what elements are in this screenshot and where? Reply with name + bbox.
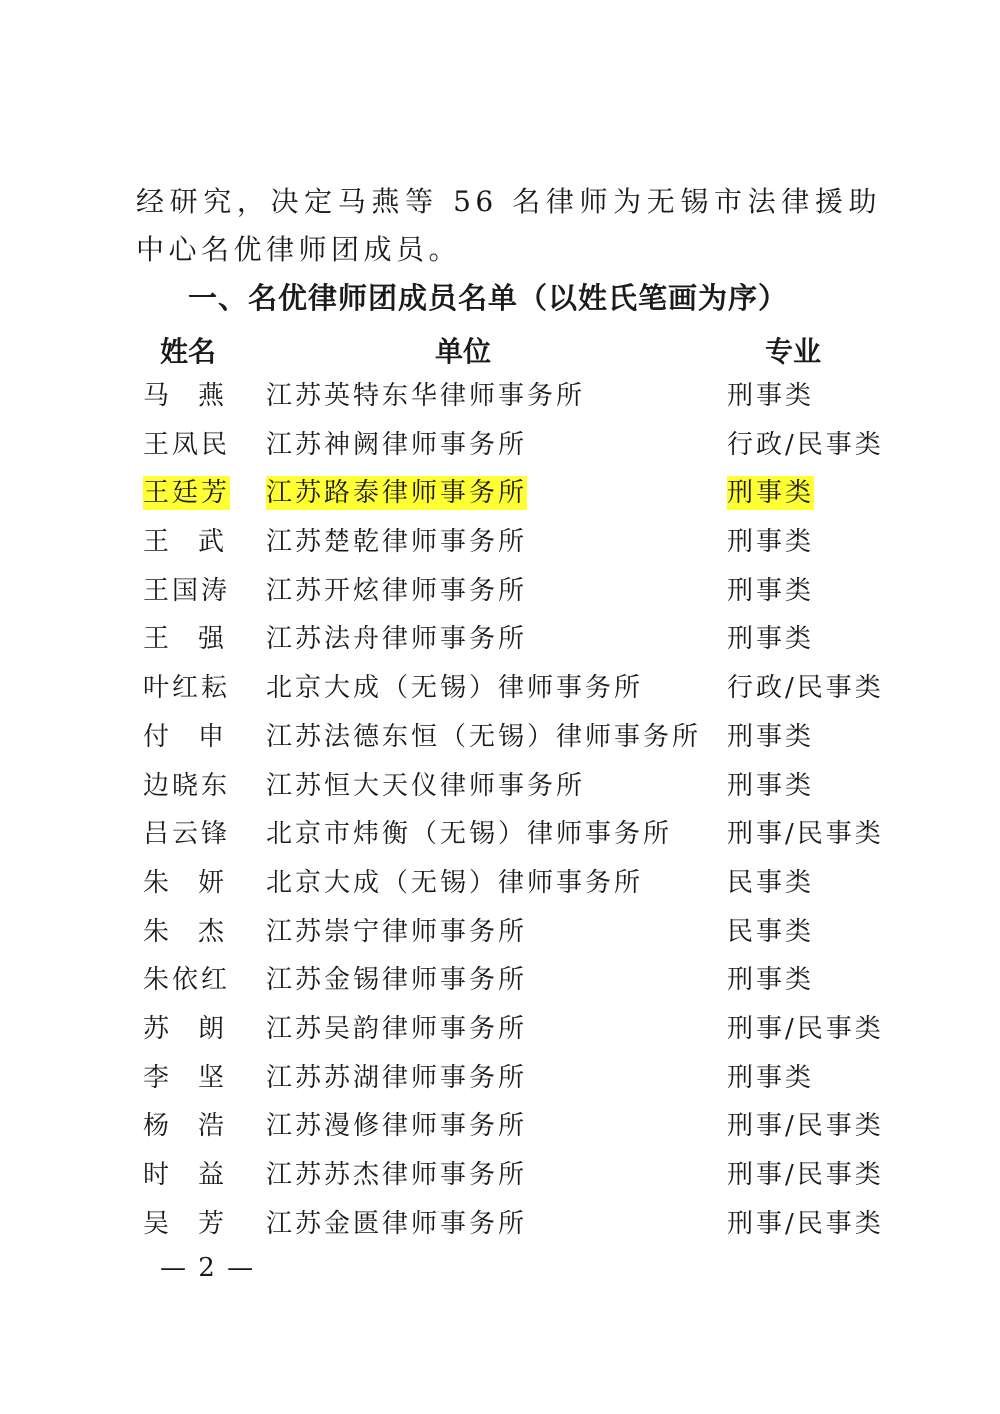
- member-unit: 江苏金锡律师事务所: [266, 965, 528, 996]
- member-specialty: 刑事类: [727, 770, 815, 801]
- table-row: [0, 424, 1000, 473]
- member-specialty: 刑事类: [727, 721, 815, 752]
- member-name: 李 坚: [143, 1062, 227, 1093]
- member-name: 付 申: [143, 721, 227, 752]
- member-unit: 江苏神阙律师事务所: [266, 429, 528, 460]
- member-name: 苏 朗: [143, 1013, 227, 1044]
- member-name: 马 燕: [143, 381, 227, 411]
- table-row: [0, 862, 1000, 911]
- member-specialty: 民事类: [727, 867, 815, 898]
- member-name: 叶红耘: [143, 673, 231, 704]
- table-row: [0, 375, 1000, 424]
- table-row: [0, 765, 1000, 814]
- member-unit: 江苏法舟律师事务所: [266, 624, 528, 655]
- member-specialty: 行政/民事类: [727, 673, 884, 704]
- member-unit: 江苏路泰律师事务所: [266, 478, 528, 509]
- member-specialty: 刑事/民事类: [727, 1160, 884, 1190]
- member-name: 朱 杰: [143, 916, 227, 947]
- member-unit: 北京大成（无锡）律师事务所: [266, 673, 644, 704]
- member-name: 王 武: [143, 527, 227, 558]
- member-specialty: 刑事类: [727, 575, 815, 606]
- member-unit: 江苏崇宁律师事务所: [266, 916, 528, 947]
- table-row: [0, 618, 1000, 667]
- member-unit: 江苏苏湖律师事务所: [266, 1062, 528, 1093]
- table-row: [0, 1154, 1000, 1203]
- table-row: [0, 570, 1000, 619]
- table-row: [0, 472, 1000, 521]
- member-unit: 北京市炜衡（无锡）律师事务所: [266, 819, 673, 850]
- table-row: [0, 521, 1000, 570]
- table-row: [0, 1008, 1000, 1057]
- member-name: 王凤民: [143, 429, 231, 460]
- member-name: 边晓东: [143, 770, 231, 801]
- header-spec: 专业: [765, 335, 822, 368]
- table-row: [0, 1105, 1000, 1154]
- member-specialty: 刑事/民事类: [727, 1013, 884, 1044]
- member-specialty: 刑事/民事类: [727, 819, 884, 850]
- member-unit: 江苏恒大天仪律师事务所: [266, 770, 586, 801]
- table-row: [0, 1203, 1000, 1252]
- member-name: 王 强: [143, 624, 227, 655]
- member-name: 时 益: [143, 1160, 227, 1190]
- table-row: [0, 911, 1000, 960]
- member-name: 吕云锋: [143, 819, 231, 850]
- table-row: [0, 959, 1000, 1008]
- member-name: 朱 妍: [143, 867, 227, 898]
- member-specialty: 刑事/民事类: [727, 1111, 884, 1142]
- member-name: 吴 芳: [143, 1208, 227, 1239]
- table-row: [0, 716, 1000, 765]
- section-title: 一、名优律师团成员名单（以姓氏笔画为序）: [188, 281, 789, 315]
- header-name: 姓名: [160, 335, 217, 368]
- table-row: [0, 813, 1000, 862]
- member-name: 杨 浩: [143, 1111, 227, 1142]
- member-unit: 江苏金匮律师事务所: [266, 1208, 528, 1239]
- member-name: 朱依红: [143, 965, 231, 996]
- page-number: — 2 —: [160, 1253, 256, 1283]
- member-unit: 江苏英特东华律师事务所: [266, 381, 586, 411]
- member-specialty: 刑事类: [727, 478, 815, 509]
- table-row: [0, 1057, 1000, 1106]
- member-specialty: 刑事类: [727, 381, 815, 411]
- member-unit: 江苏漫修律师事务所: [266, 1111, 528, 1142]
- table-header: [0, 330, 1000, 370]
- member-unit: 北京大成（无锡）律师事务所: [266, 867, 644, 898]
- member-unit: 江苏吴韵律师事务所: [266, 1013, 528, 1044]
- member-specialty: 刑事/民事类: [727, 1208, 884, 1239]
- member-specialty: 刑事类: [727, 624, 815, 655]
- member-unit: 江苏法德东恒（无锡）律师事务所: [266, 721, 702, 752]
- member-name: 王廷芳: [143, 478, 231, 509]
- table-row: [0, 667, 1000, 716]
- member-specialty: 刑事类: [727, 1062, 815, 1093]
- header-unit: 单位: [435, 335, 492, 368]
- member-list: [0, 375, 1000, 1251]
- member-specialty: 行政/民事类: [727, 429, 884, 460]
- member-unit: 江苏苏杰律师事务所: [266, 1160, 528, 1190]
- member-unit: 江苏开炫律师事务所: [266, 575, 528, 606]
- member-unit: 江苏楚乾律师事务所: [266, 527, 528, 558]
- member-specialty: 民事类: [727, 916, 815, 947]
- intro-paragraph: 经研究，决定马燕等 56 名律师为无锡市法律援助中心名优律师团成员。: [136, 185, 881, 266]
- member-specialty: 刑事类: [727, 527, 815, 558]
- member-name: 王国涛: [143, 575, 231, 606]
- member-specialty: 刑事类: [727, 965, 815, 996]
